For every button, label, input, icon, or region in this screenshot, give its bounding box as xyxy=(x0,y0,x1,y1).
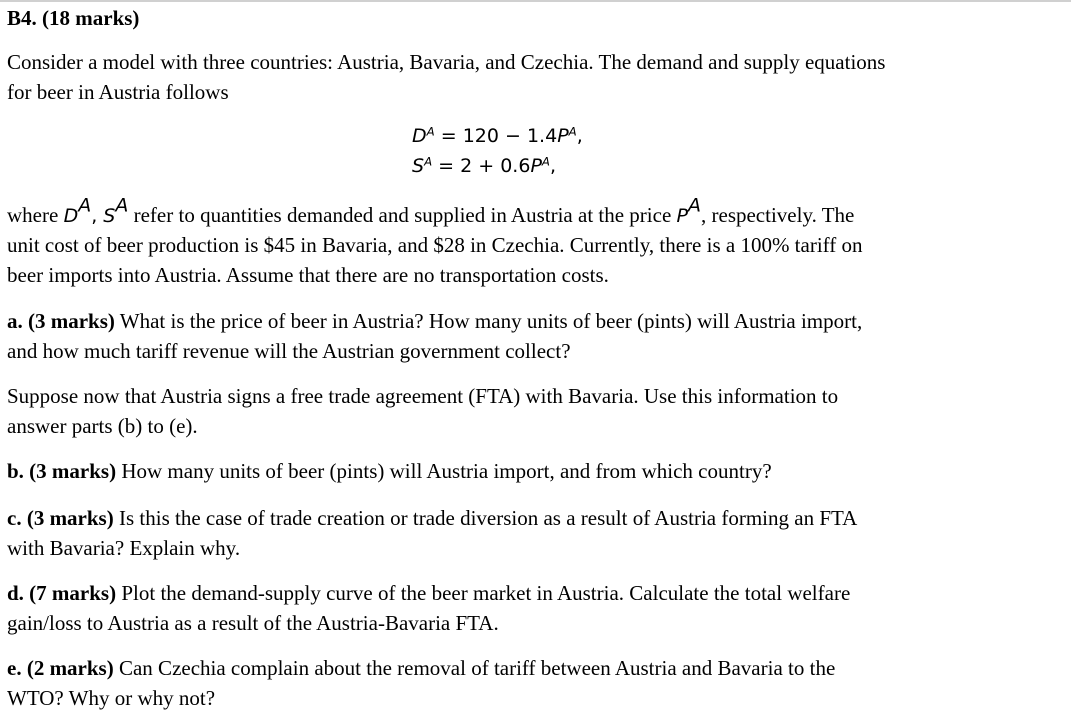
part-c-label: c. (3 marks) xyxy=(7,506,114,530)
part-d-line-2: gain/loss to Austria as a result of the Austria-Bavaria FTA. xyxy=(7,611,499,635)
part-a-line-2: and how much tariff revenue will the Austrian government collect? xyxy=(7,339,571,363)
where-d-superscript: A xyxy=(78,194,92,217)
where-comma: , xyxy=(91,205,104,227)
supply-rhs: = 2 + 0.6 xyxy=(432,155,531,177)
where-s-superscript: A xyxy=(115,194,129,217)
demand-rhs: = 120 − 1.4 xyxy=(434,125,558,147)
supply-price-symbol: P xyxy=(530,155,542,177)
supply-superscript: A xyxy=(424,154,433,169)
demand-tail: , xyxy=(576,125,583,147)
question-title: B4. (18 marks) xyxy=(7,6,140,30)
where-post: , respectively. The xyxy=(701,203,855,227)
part-a-line-1 xyxy=(7,306,862,336)
part-c-line-1 xyxy=(7,503,857,533)
where-line-1 xyxy=(7,194,855,231)
supply-equation xyxy=(412,151,556,181)
suppose-line-1: Suppose now that Austria signs a free trade agreement (FTA) with Bavaria. Use this information to xyxy=(7,384,839,408)
where-pre: where xyxy=(7,203,64,227)
part-b-label: b. (3 marks) xyxy=(7,459,117,483)
part-b-text: How many units of beer (pints) will Austria import, and from which country? xyxy=(116,459,772,483)
where-d-symbol: D xyxy=(63,205,79,227)
part-c-text: Is this the case of trade creation or trade diversion as a result of Austria forming an FTA xyxy=(113,506,858,530)
where-s-symbol: S xyxy=(103,205,116,227)
demand-equation xyxy=(412,121,583,151)
demand-superscript: A xyxy=(426,124,435,139)
part-d-line-1 xyxy=(7,578,850,608)
where-p-symbol: P xyxy=(676,205,688,227)
part-a-label: a. (3 marks) xyxy=(7,309,115,333)
part-d-label: d. (7 marks) xyxy=(7,581,117,605)
part-c-line-2: with Bavaria? Explain why. xyxy=(7,536,241,560)
part-e-label: e. (2 marks) xyxy=(7,656,114,680)
where-p-superscript: A xyxy=(688,194,701,217)
supply-tail: , xyxy=(549,155,557,177)
where-line-2: unit cost of beer production is $45 in Bavaria, and $28 in Czechia. Currently, there is a 100% tariff on xyxy=(7,233,863,257)
demand-symbol: D xyxy=(412,125,427,147)
part-e-line-1 xyxy=(7,653,835,683)
part-d-text: Plot the demand-supply curve of the beer market in Austria. Calculate the total welfare xyxy=(116,581,851,605)
intro-line-2: for beer in Austria follows xyxy=(7,80,229,104)
intro-line-1: Consider a model with three countries: Austria, Bavaria, and Czechia. The demand and supply equations xyxy=(7,50,886,74)
supply-price-superscript: A xyxy=(541,154,550,169)
part-e-line-2: WTO? Why or why not? xyxy=(7,686,216,710)
demand-price-symbol: P xyxy=(557,125,569,147)
supply-symbol: S xyxy=(412,155,425,177)
suppose-line-2: answer parts (b) to (e). xyxy=(7,414,198,438)
demand-price-superscript: A xyxy=(568,124,577,139)
part-e-text: Can Czechia complain about the removal of tariff between Austria and Bavaria to the xyxy=(113,656,836,680)
part-a-text: What is the price of beer in Austria? How many units of beer (pints) will Austria import, xyxy=(114,309,863,333)
part-b-line-1 xyxy=(7,456,772,486)
where-line-3: beer imports into Austria. Assume that there are no transportation costs. xyxy=(7,263,609,287)
top-divider xyxy=(0,0,1071,2)
where-mid: refer to quantities demanded and supplied in Austria at the price xyxy=(128,203,677,227)
